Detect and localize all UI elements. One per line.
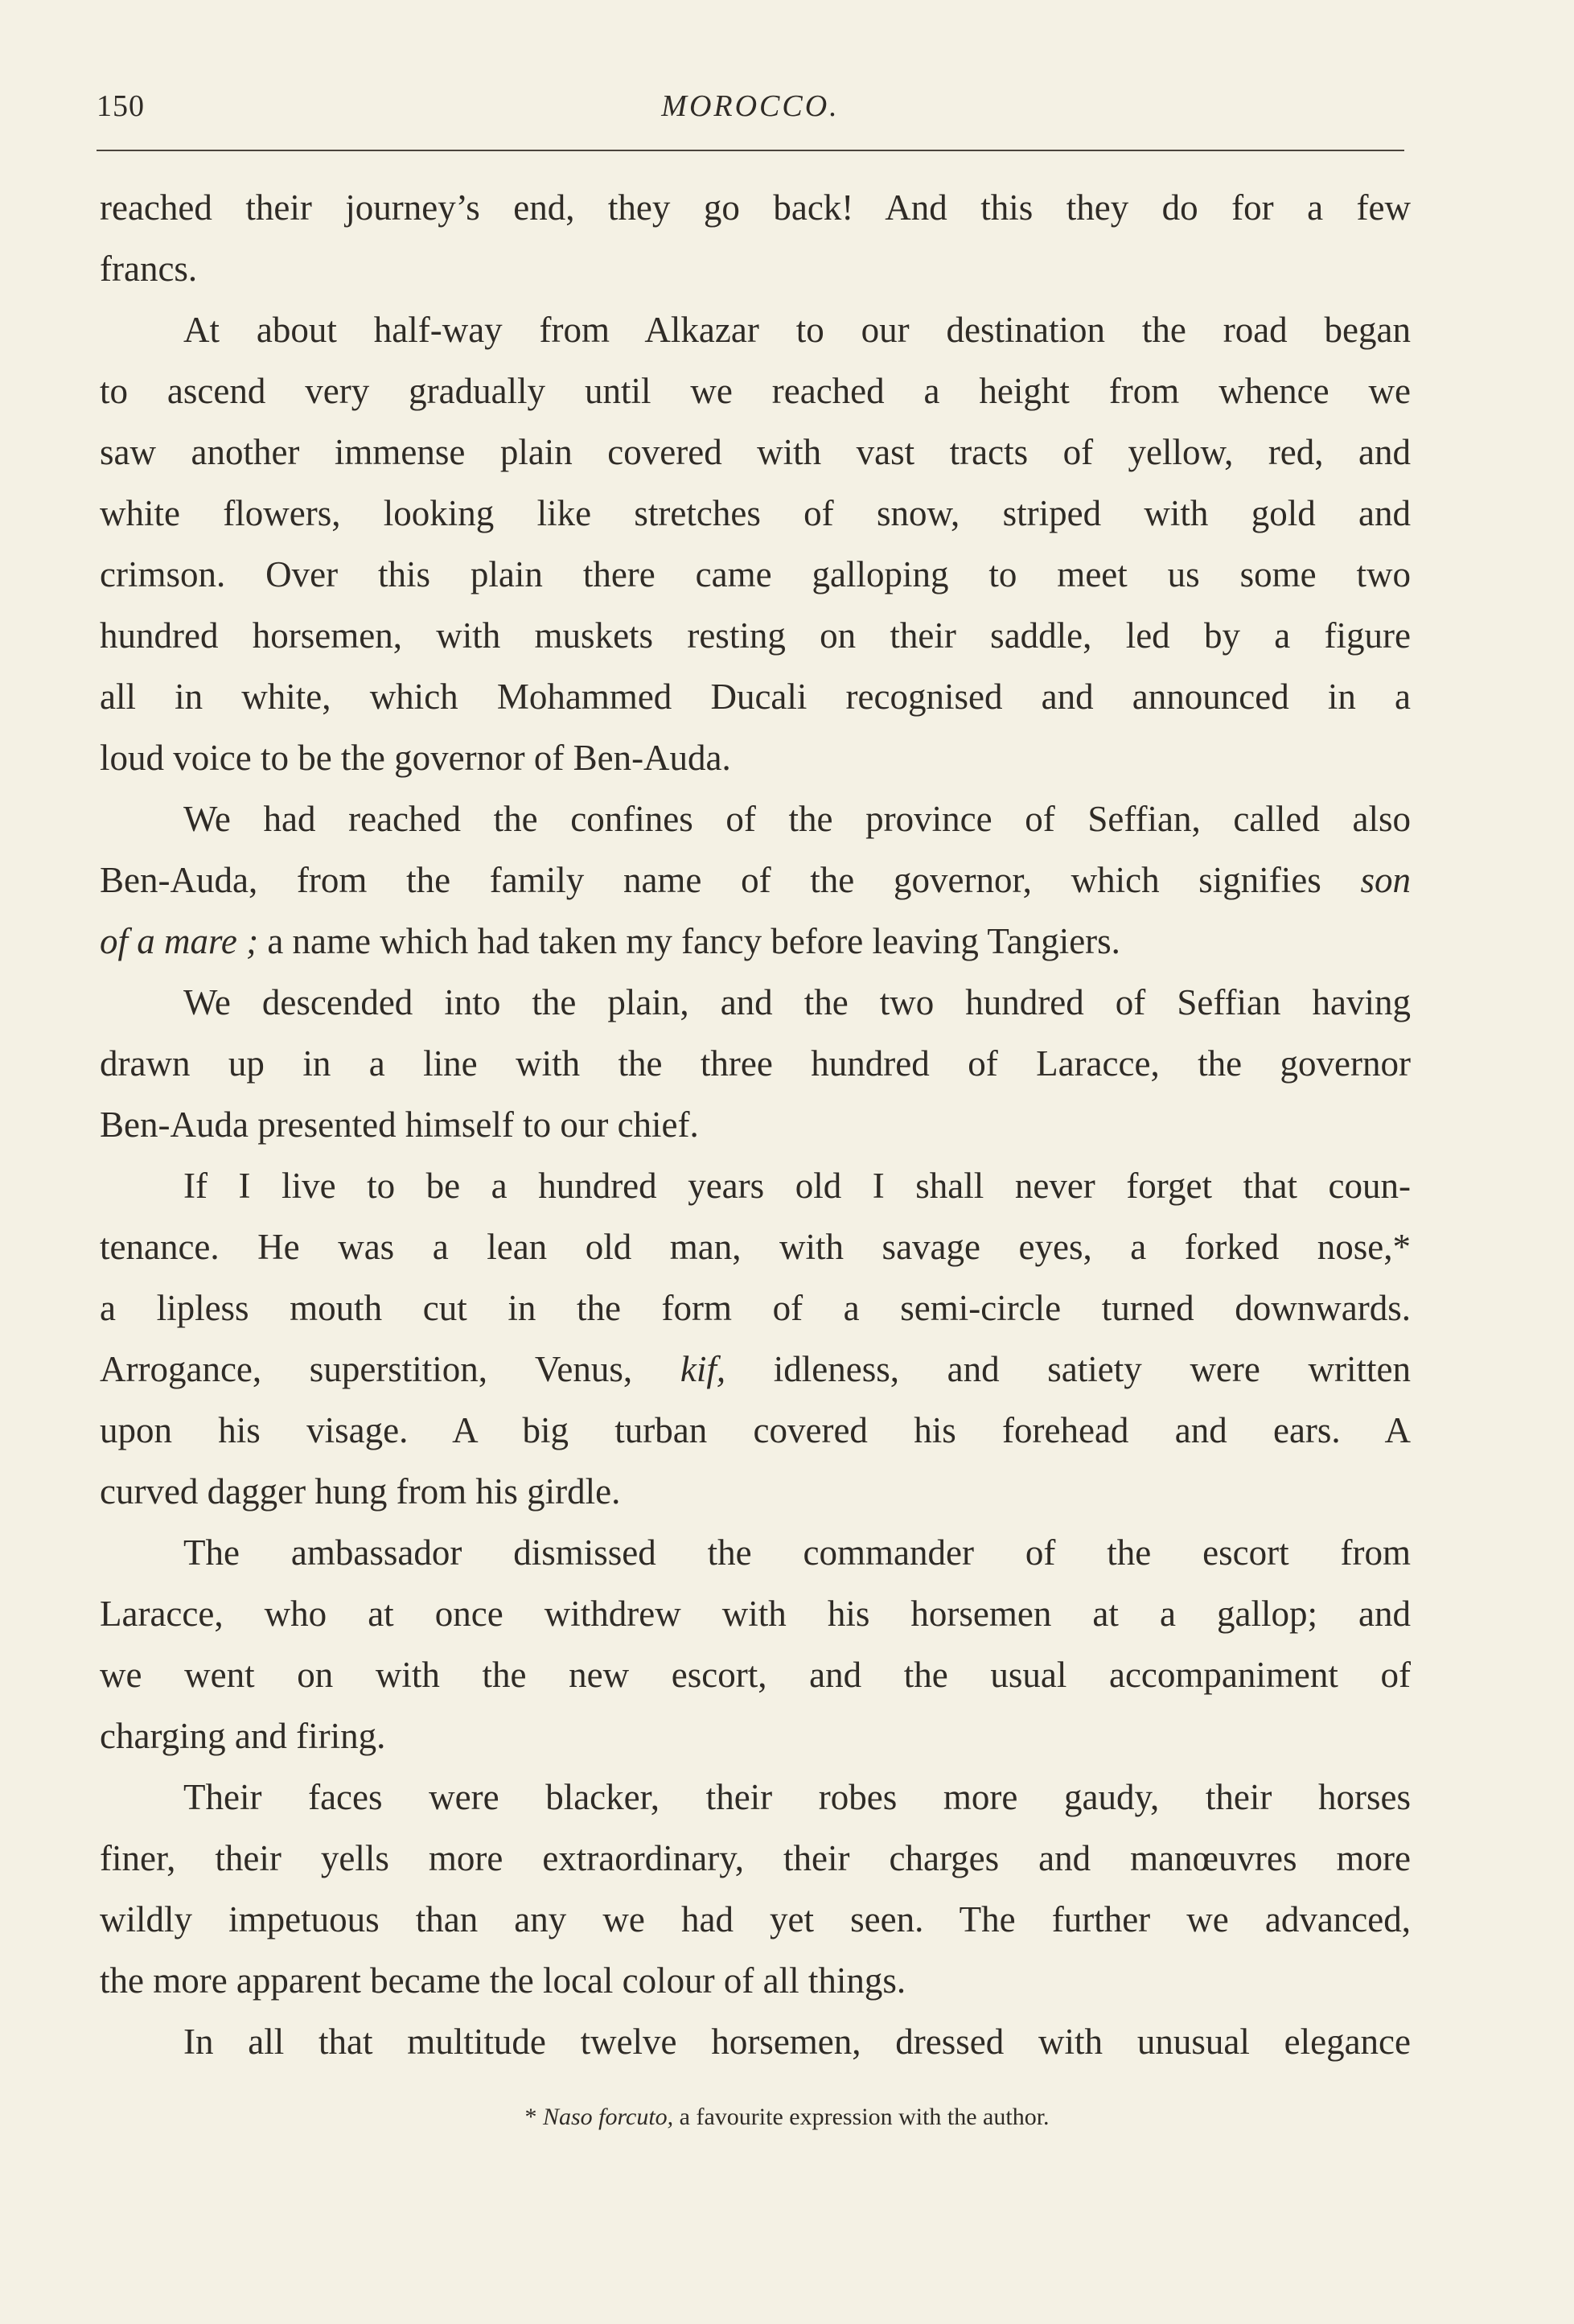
footnote-italic: Naso forcuto,: [542, 2104, 674, 2130]
footnote-marker: *: [524, 2104, 543, 2130]
paragraph: [100, 177, 1411, 299]
text-line: [100, 911, 1411, 972]
text-span: Arrogance, superstition, Venus,: [100, 1349, 680, 1389]
text-line: charging and firing.: [100, 1716, 386, 1756]
text-line: Their faces were blacker, their robes more gaudy, their horses: [183, 1777, 1411, 1817]
text-span: a name which had taken my fancy before leaving Tangiers.: [258, 921, 1120, 961]
text-span: Ben-Auda, from the family name of the governor, which signifies: [100, 860, 1361, 900]
text-line: we went on with the new escort, and the usual accompaniment of: [100, 1655, 1411, 1695]
body-text: [100, 177, 1411, 2072]
text-line: white flowers, looking like stretches of snow, striped with gold and: [100, 493, 1411, 533]
footnote: [0, 2101, 1574, 2133]
text-line: At about half-way from Alkazar to our destination the road began: [183, 310, 1411, 350]
italic-text: kif,: [680, 1349, 726, 1389]
text-line: tenance. He was a lean old man, with savage eyes, a forked nose,*: [100, 1227, 1411, 1267]
text-line: to ascend very gradually until we reached a height from whence we: [100, 371, 1411, 411]
paragraph: [100, 788, 1411, 972]
text-line: In all that multitude twelve horsemen, dressed with unusual elegance: [183, 2022, 1411, 2062]
running-title: MOROCCO.: [661, 89, 840, 123]
italic-text: son: [1360, 860, 1411, 900]
text-line: reached their journey’s end, they go back! And this they do for a few: [100, 187, 1411, 228]
paragraph: [100, 972, 1411, 1155]
page-number: 150: [97, 89, 145, 123]
text-line: upon his visage. A big turban covered his forehead and ears. A: [100, 1410, 1411, 1450]
text-line: francs.: [100, 249, 198, 289]
text-line: crimson. Over this plain there came galloping to meet us some two: [100, 554, 1411, 594]
paragraph: [100, 299, 1411, 788]
text-line: hundred horsemen, with muskets resting on their saddle, led by a figure: [100, 615, 1411, 656]
text-line: We descended into the plain, and the two hundred of Seffian having: [183, 982, 1411, 1022]
italic-text: of a mare ;: [100, 921, 259, 961]
paragraph: [100, 1522, 1411, 1767]
header-rule: [97, 150, 1404, 151]
paragraph: [100, 1155, 1411, 1522]
text-line: If I live to be a hundred years old I shall never forget that coun-: [183, 1166, 1411, 1206]
text-line: the more apparent became the local colour of all things.: [100, 1960, 906, 2001]
text-line: saw another immense plain covered with vast tracts of yellow, red, and: [100, 432, 1411, 472]
page-header: [97, 88, 1404, 137]
paragraph: [100, 2011, 1411, 2072]
text-line: all in white, which Mohammed Ducali recognised and announced in a: [100, 677, 1411, 717]
text-span: idleness, and satiety were written: [725, 1349, 1412, 1389]
text-line: finer, their yells more extraordinary, their charges and manœuvres more: [100, 1838, 1411, 1878]
text-line: curved dagger hung from his girdle.: [100, 1471, 621, 1512]
text-line: [100, 1339, 1411, 1400]
text-line: Ben-Auda presented himself to our chief.: [100, 1104, 699, 1145]
text-line: loud voice to be the governor of Ben-Auda.: [100, 738, 731, 778]
text-line: a lipless mouth cut in the form of a semi-circle turned downwards.: [100, 1288, 1411, 1328]
text-line: The ambassador dismissed the commander of the escort from: [183, 1532, 1411, 1573]
text-line: drawn up in a line with the three hundred of Laracce, the governor: [100, 1043, 1411, 1084]
text-line: wildly impetuous than any we had yet seen. The further we advanced,: [100, 1899, 1411, 1939]
text-line: Laracce, who at once withdrew with his horsemen at a gallop; and: [100, 1594, 1411, 1634]
footnote-text: a favourite expression with the author.: [673, 2104, 1050, 2130]
text-line: We had reached the confines of the province of Seffian, called also: [183, 799, 1411, 839]
text-line: [100, 849, 1411, 911]
paragraph: [100, 1767, 1411, 2011]
